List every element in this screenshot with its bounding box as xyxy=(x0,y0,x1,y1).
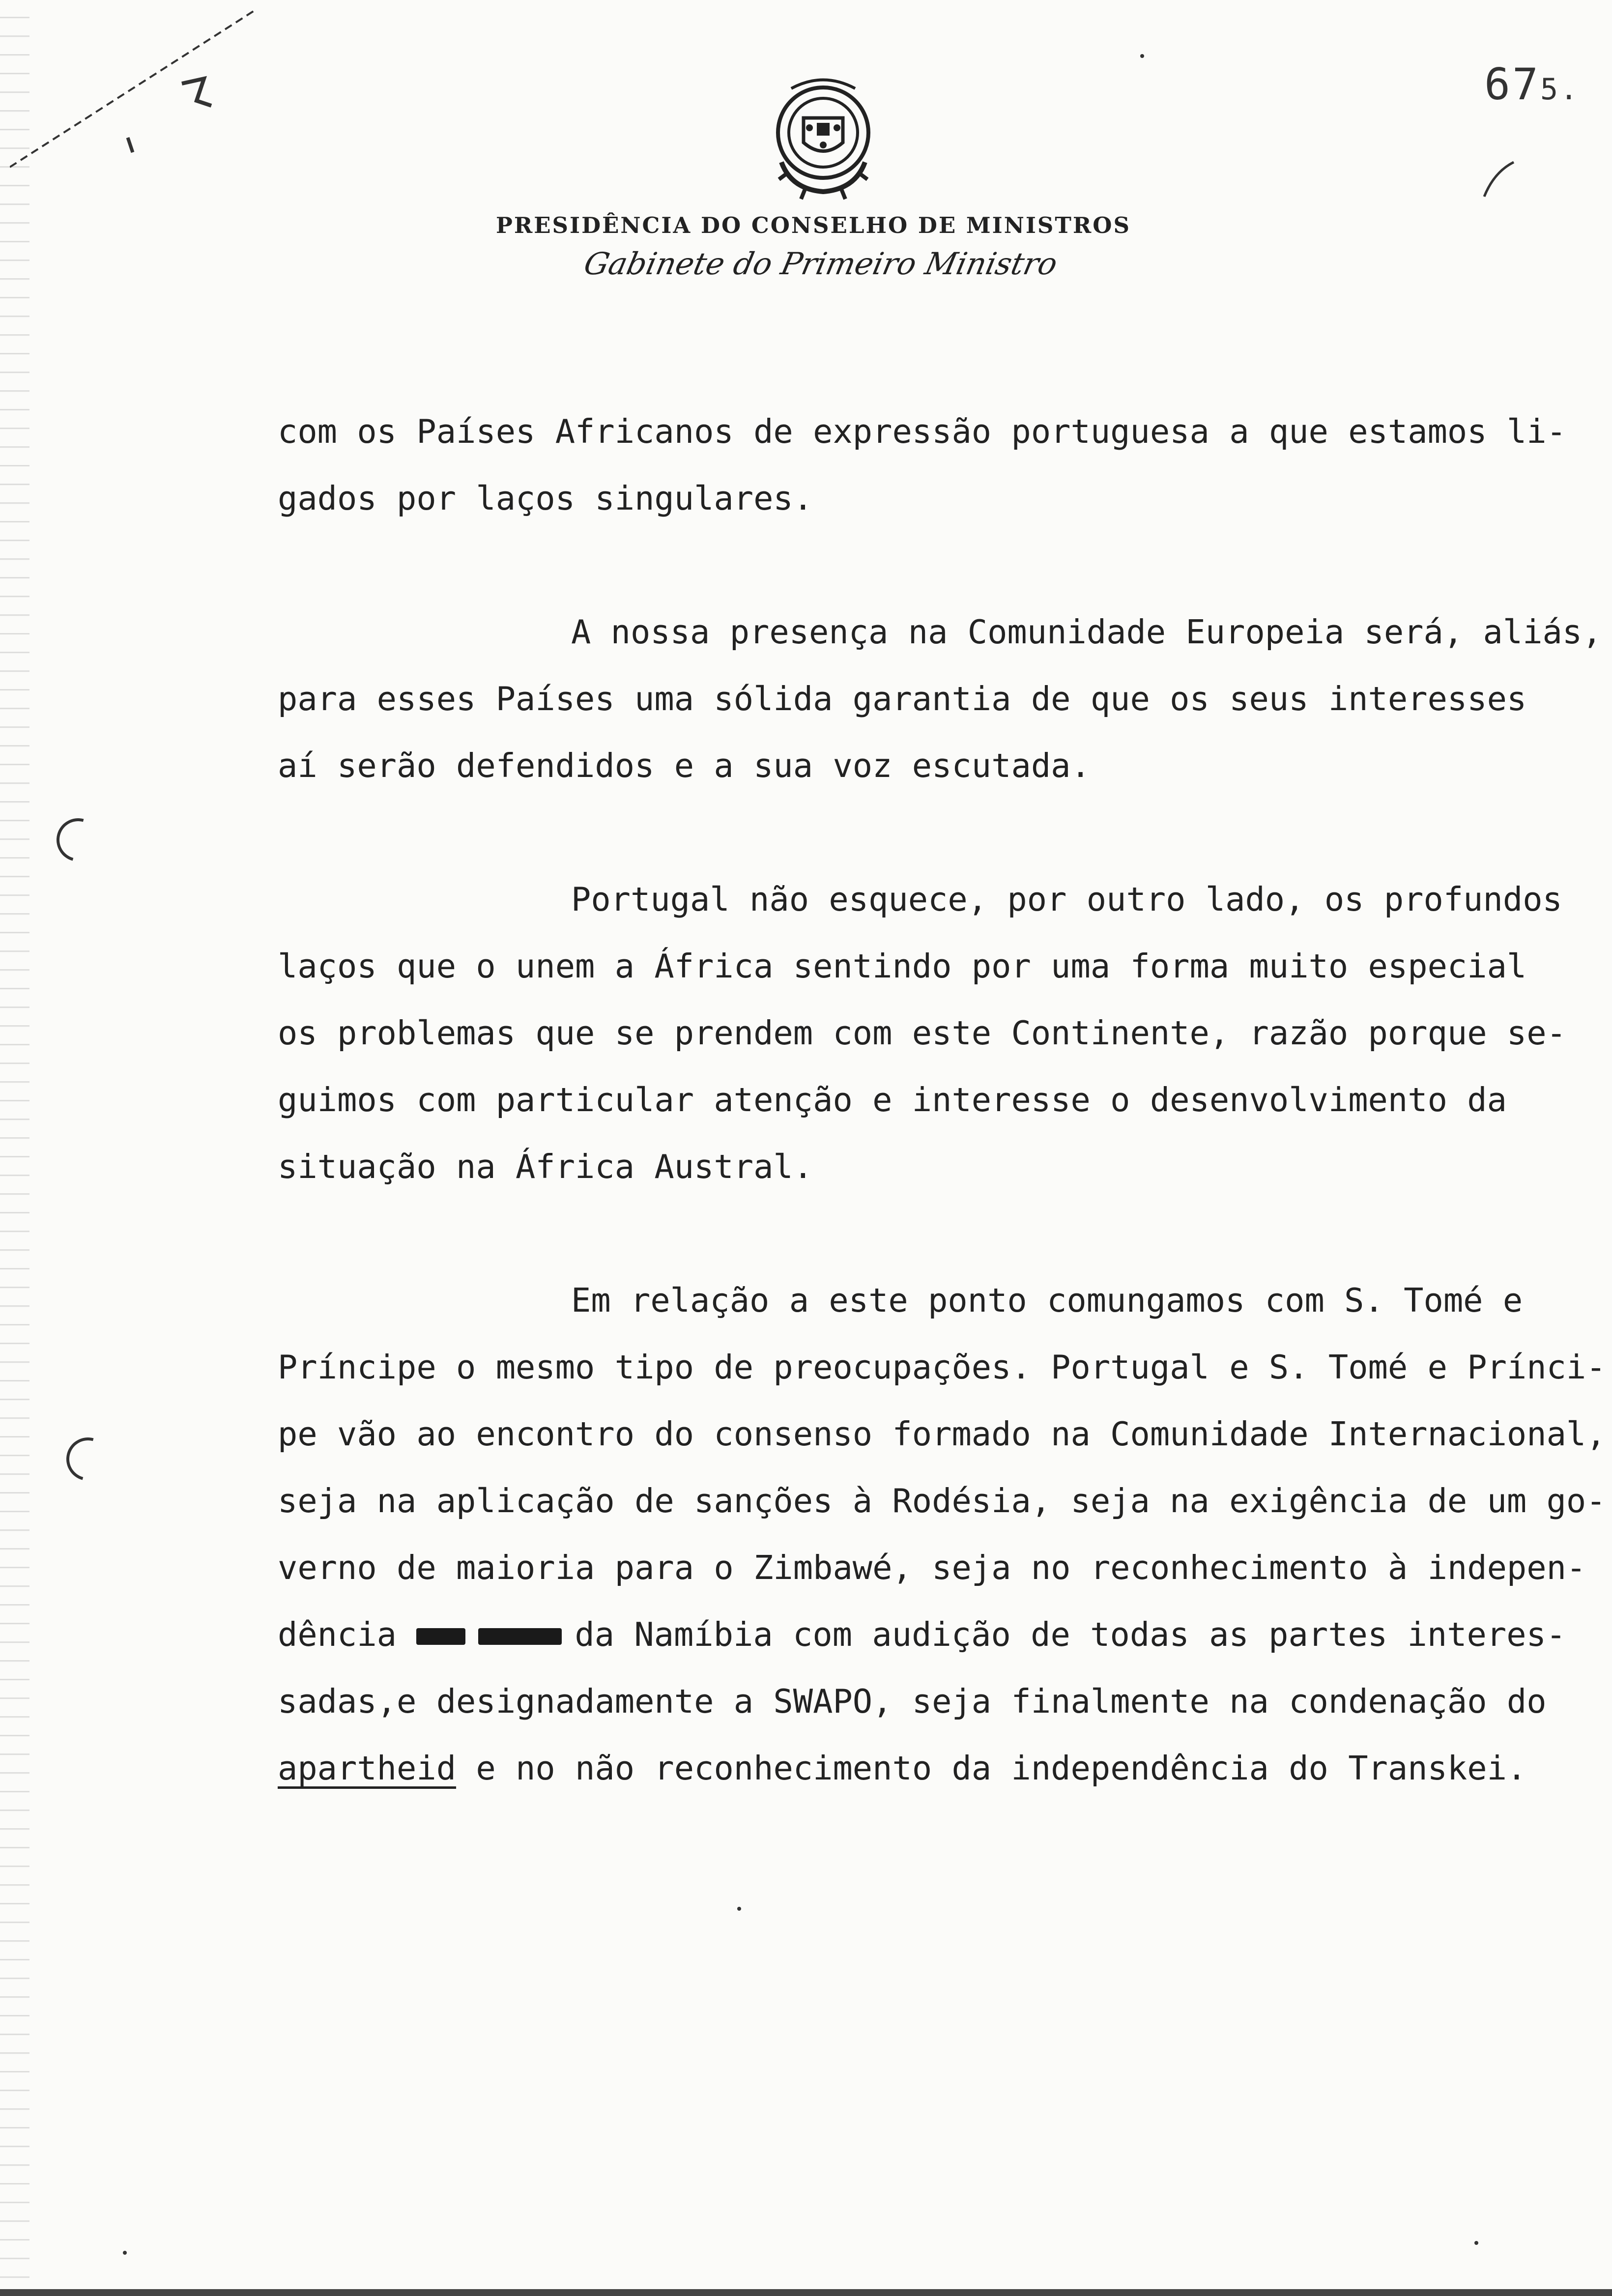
scan-speck xyxy=(737,1907,741,1911)
text-line: verno de maioria para o Zimbawé, seja no reconhecimento à indepen- xyxy=(278,1549,1586,1587)
text-line: A nossa presença na Comunidade Europeia será, aliás, xyxy=(571,613,1602,651)
text-line: sadas,e designadamente a SWAPO, seja finalmente na condenação do xyxy=(278,1682,1547,1721)
text-line: aí serão defendidos e a sua voz escutada. xyxy=(278,746,1091,785)
scan-bottom-edge xyxy=(0,2289,1612,2296)
text-line: Portugal não esquece, por outro lado, os profundos xyxy=(571,880,1562,918)
coat-of-arms-emblem xyxy=(762,74,885,201)
redaction-mark xyxy=(416,1628,465,1645)
redaction-mark xyxy=(478,1628,562,1645)
page-number-main: 67 xyxy=(1484,59,1540,110)
punch-hole xyxy=(58,1430,117,1489)
text-line: situação na África Austral. xyxy=(278,1148,813,1186)
text-line: e no não reconhecimento da independência do Transkei. xyxy=(476,1749,1527,1787)
underlined-term: apartheid xyxy=(278,1749,457,1787)
text-line: dência xyxy=(278,1615,397,1654)
text-line: da Namíbia com audição de todas as partes interes- xyxy=(575,1615,1566,1654)
letterhead-office: Gabinete do Primeiro Ministro xyxy=(580,246,1061,282)
scan-speck xyxy=(123,2251,127,2255)
scan-speck xyxy=(1140,54,1144,58)
page-number xyxy=(1484,59,1580,110)
text-line: laços que o unem a África sentindo por uma forma muito especial xyxy=(278,947,1527,985)
stray-pen-mark xyxy=(10,5,265,182)
text-line: guimos com particular atenção e interesse o desenvolvimento da xyxy=(278,1081,1507,1119)
letterhead-institution: PRESIDÊNCIA DO CONSELHO DE MINISTROS xyxy=(496,212,1131,238)
scan-speck xyxy=(1474,2241,1478,2245)
page-number-suffix: 5. xyxy=(1540,72,1580,107)
document-body xyxy=(278,398,1612,1802)
paragraph-1 xyxy=(278,398,1612,532)
paragraph-2 xyxy=(278,599,1612,799)
paragraph-4 xyxy=(278,1267,1612,1802)
text-line: pe vão ao encontro do consenso formado na Comunidade Internacional, xyxy=(278,1415,1606,1453)
paragraph-3 xyxy=(278,866,1612,1200)
text-line: para esses Países uma sólida garantia de que os seus interesses xyxy=(278,680,1527,718)
binder-edge xyxy=(0,0,29,2296)
punch-hole xyxy=(49,810,108,869)
text-line: Em relação a este ponto comungamos com S. Tomé e xyxy=(571,1281,1523,1320)
text-line: seja na aplicação de sanções à Rodésia, seja na exigência de um go- xyxy=(278,1482,1606,1520)
text-line: com os Países Africanos de expressão portuguesa a que estamos li- xyxy=(278,412,1566,451)
text-line: os problemas que se prendem com este Continente, razão porque se- xyxy=(278,1014,1566,1052)
check-mark-icon xyxy=(1479,157,1519,201)
text-line: Príncipe o mesmo tipo de preocupações. Portugal e S. Tomé e Prínci- xyxy=(278,1348,1606,1386)
text-line: gados por laços singulares. xyxy=(278,479,813,517)
